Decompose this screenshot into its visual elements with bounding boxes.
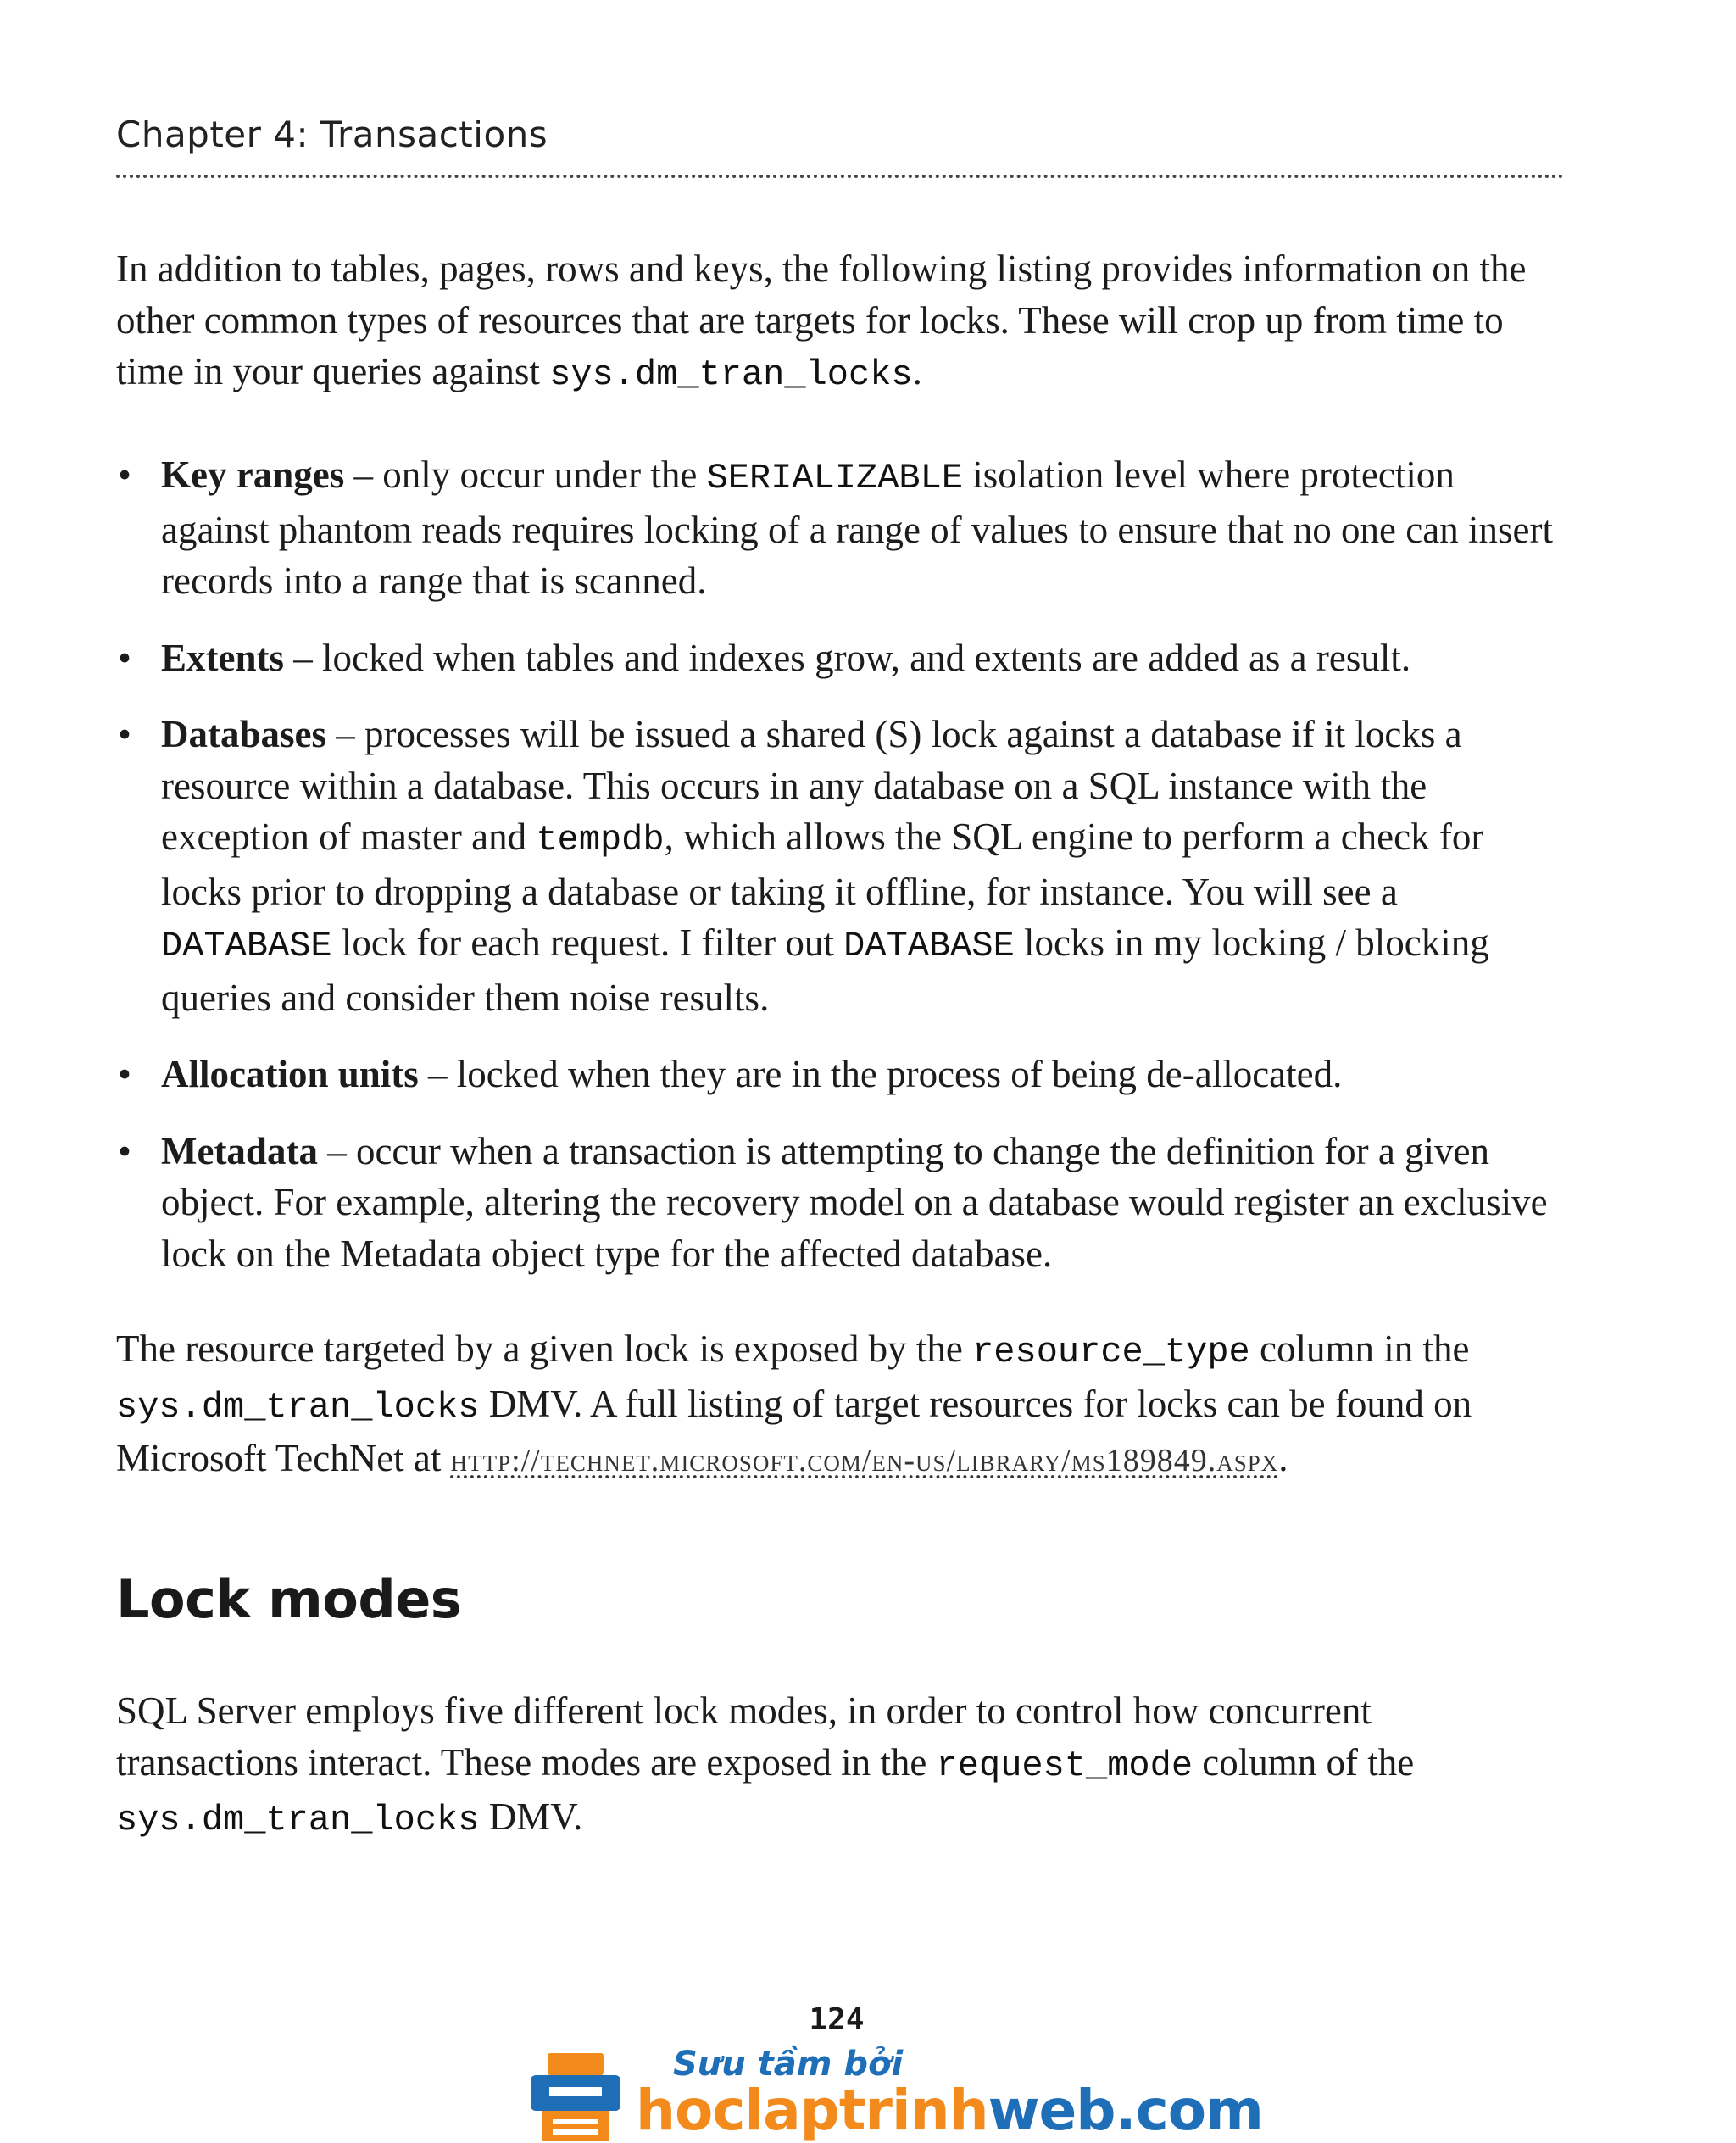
metadata-text: – occur when a transaction is attempting to change the definition for a given object. For example, altering the recovery model on a database would register an exclusive lock on the Metadata object type for the affected database. [161,1129,1548,1275]
databases-code-database-1: DATABASE [161,926,332,966]
list-item-allocation-units [116,1049,1566,1100]
modes-text-b: column of the [1193,1740,1415,1784]
resource-text-d: . [1278,1437,1288,1479]
technet-link[interactable]: http://technet.microsoft.com/en-us/library/ms189849.aspx [450,1443,1279,1478]
databases-text-a: – processes will be issued a shared (S) lock against a database if it locks a resource within a database. This occurs in any database on a SQL instance with the exception of master and [161,713,1462,858]
term-allocation-units: Allocation units [161,1053,419,1095]
resource-types-list [116,449,1566,1305]
term-extents: Extents [161,636,284,679]
bullet-icon: • [118,713,131,755]
extents-text: – locked when tables and indexes grow, and extents are added as a result. [284,636,1411,679]
request-mode-code: request_mode [936,1745,1194,1786]
modes-text-c: DMV. [479,1795,583,1838]
watermark-site-part-a: hoclaptrinh [636,2078,988,2143]
term-key-ranges: Key ranges [161,454,345,496]
list-item-extents [116,632,1566,684]
dmv-code: sys.dm_tran_locks [116,1386,480,1428]
resource-text-b: column in the [1249,1328,1470,1370]
list-item-key-ranges [116,449,1566,607]
printer-logo-icon [531,2053,620,2141]
term-metadata: Metadata [161,1129,318,1172]
databases-text-d: locks in my locking / blocking queries and consider them noise results. [161,921,1489,1019]
list-item-metadata [116,1126,1566,1280]
databases-code-tempdb: tempdb [536,820,665,860]
lock-modes-paragraph [116,1685,1557,1846]
databases-code-database-2: DATABASE [843,926,1015,966]
resource-type-paragraph [116,1323,1557,1487]
key-ranges-text-a: – only occur under the [344,454,707,496]
bullet-icon: • [118,636,131,679]
section-heading: Lock modes [116,1568,462,1630]
running-head: Chapter 4: Transactions [116,114,548,155]
list-item-databases [116,709,1566,1023]
bullet-icon: • [118,1129,131,1172]
term-databases: Databases [161,713,327,755]
allocation-units-text: – locked when they are in the process of being de-allocated. [418,1053,1343,1095]
intro-text: In addition to tables, pages, rows and keys, the following listing provides information on the other common types of resources that are targets for locks. These will crop up from time to time in your queries against [116,248,1527,392]
resource-text-c: DMV. A full listing of target resources for locks can be found on Microsoft TechNet at [116,1382,1472,1479]
watermark-site [636,2080,1263,2141]
modes-text-a: SQL Server employs five different lock modes, in order to control how concurrent transactions interact. These modes are exposed in the [116,1689,1372,1784]
key-ranges-text-b: isolation level where protection against phantom reads requires locking of a range of values to ensure that no one can insert records into a range that is scanned. [161,454,1553,602]
bullet-icon: • [118,454,131,496]
header-divider [116,175,1564,178]
page-number: 124 [809,2002,865,2037]
modes-dmv-code: sys.dm_tran_locks [116,1800,480,1840]
watermark-logo [531,2045,1263,2143]
key-ranges-code: SERIALIZABLE [706,458,964,498]
resource-type-code: resource_type [972,1332,1250,1372]
databases-text-c: lock for each request. I filter out [331,921,844,964]
bullet-icon: • [118,1053,131,1095]
watermark-tagline: Sưu tầm bởi [673,2045,904,2084]
watermark-site-part-b: web.com [988,2078,1263,2143]
intro-paragraph [116,243,1557,401]
resource-text-a: The resource targeted by a given lock is exposed by the [116,1328,973,1370]
intro-text-end: . [912,350,922,392]
intro-code: sys.dm_tran_locks [549,354,913,395]
databases-text-b: , which allows the SQL engine to perform a check for locks prior to dropping a database or taking it offline, for instance. You will see a [161,815,1484,913]
